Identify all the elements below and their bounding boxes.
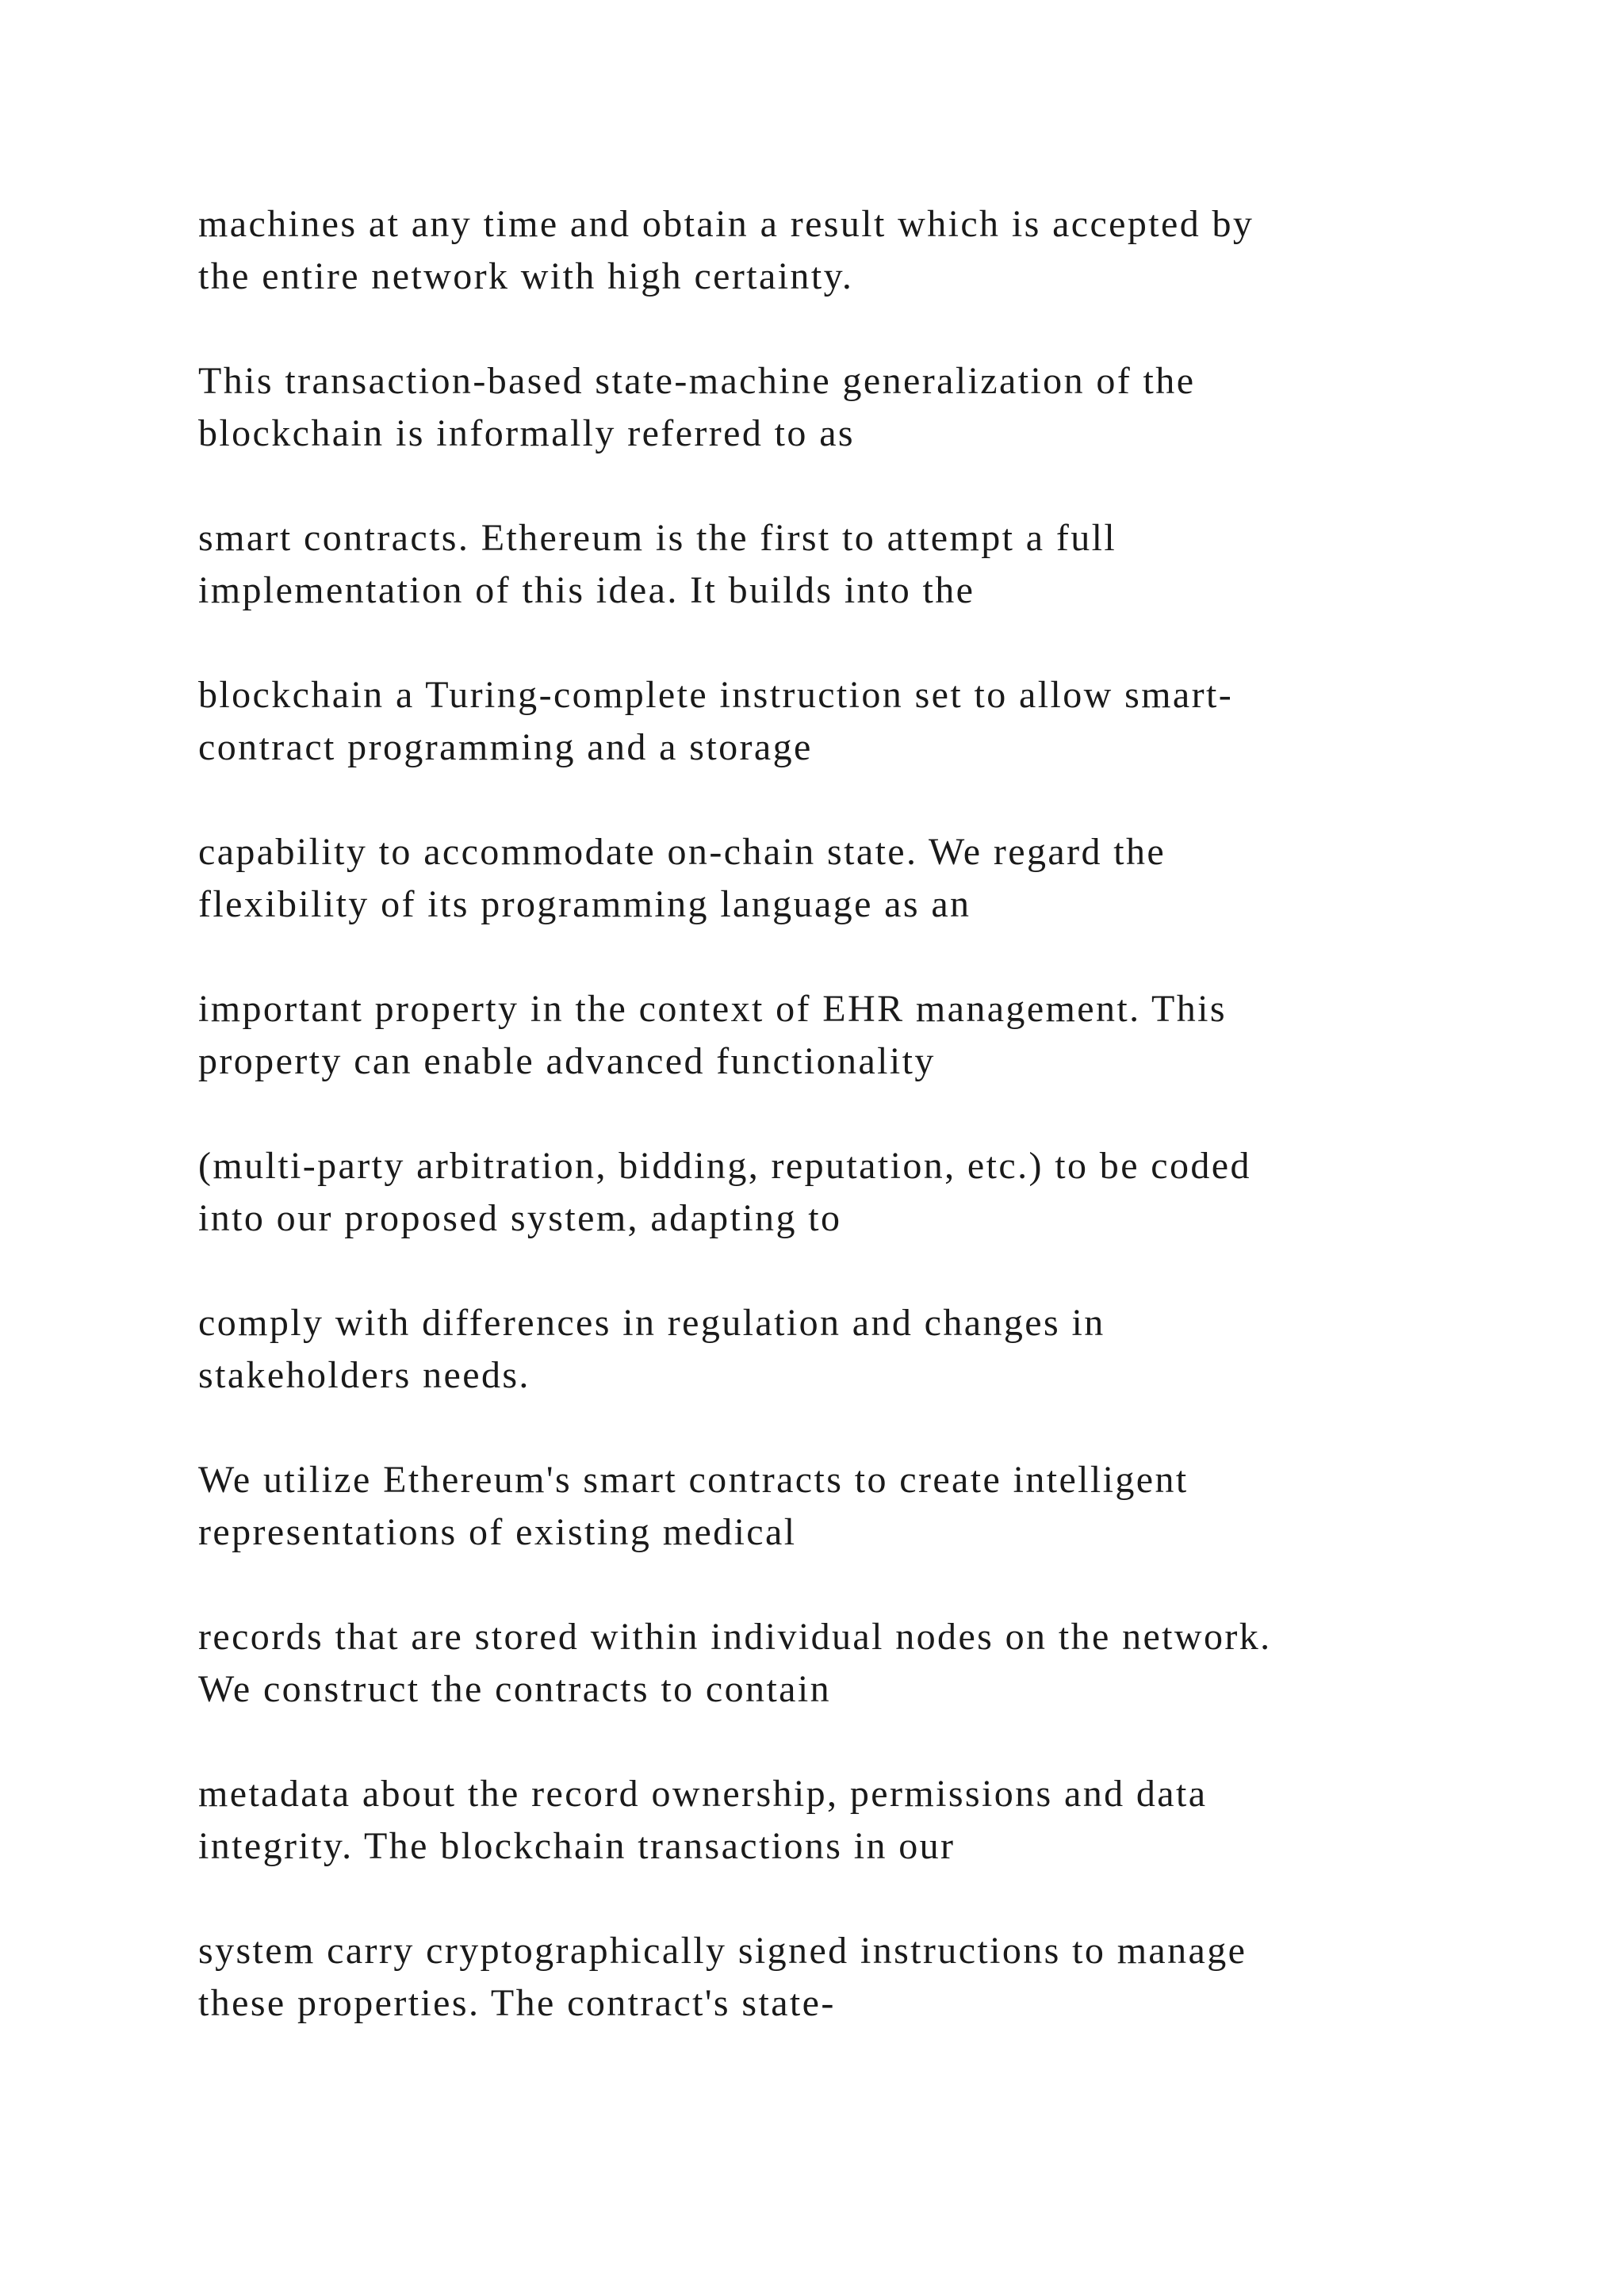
paragraph-9 xyxy=(198,1454,1467,1559)
text-line: important property in the context of EHR management. This xyxy=(198,988,1227,1030)
paragraph-5 xyxy=(198,826,1467,931)
paragraph-4 xyxy=(198,669,1467,774)
text-line: system carry cryptographically signed instructions to manage xyxy=(198,1930,1247,1972)
text-line: implementation of this idea. It builds into the xyxy=(198,569,975,611)
text-line: contract programming and a storage xyxy=(198,726,813,768)
text-line: the entire network with high certainty. xyxy=(198,255,854,297)
paragraph-12 xyxy=(198,1925,1467,2030)
text-line: records that are stored within individual nodes on the network. xyxy=(198,1616,1272,1658)
text-line: smart contracts. Ethereum is the first to attempt a full xyxy=(198,517,1117,559)
text-line: into our proposed system, adapting to xyxy=(198,1197,842,1239)
text-line: We utilize Ethereum's smart contracts to create intelligent xyxy=(198,1459,1189,1501)
paragraph-10 xyxy=(198,1611,1467,1716)
text-line: integrity. The blockchain transactions in our xyxy=(198,1825,956,1867)
text-line: machines at any time and obtain a result which is accepted by xyxy=(198,203,1254,245)
paragraph-11 xyxy=(198,1768,1467,1873)
text-line: property can enable advanced functionality xyxy=(198,1040,936,1082)
document-body xyxy=(198,198,1467,2082)
text-line: This transaction-based state-machine generalization of the xyxy=(198,360,1196,402)
text-line: flexibility of its programming language as an xyxy=(198,883,971,925)
text-line: We construct the contracts to contain xyxy=(198,1668,832,1710)
paragraph-8 xyxy=(198,1297,1467,1402)
text-line: metadata about the record ownership, permissions and data xyxy=(198,1773,1208,1815)
text-line: representations of existing medical xyxy=(198,1511,797,1553)
text-line: comply with differences in regulation and changes in xyxy=(198,1302,1105,1344)
text-line: blockchain a Turing-complete instruction set to allow smart- xyxy=(198,674,1234,716)
paragraph-3 xyxy=(198,512,1467,617)
paragraph-6 xyxy=(198,983,1467,1088)
paragraph-1 xyxy=(198,198,1467,303)
text-line: (multi-party arbitration, bidding, reputation, etc.) to be coded xyxy=(198,1145,1251,1187)
text-line: capability to accommodate on-chain state. We regard the xyxy=(198,831,1166,873)
text-line: these properties. The contract's state- xyxy=(198,1982,836,2024)
text-line: stakeholders needs. xyxy=(198,1354,530,1396)
paragraph-2 xyxy=(198,355,1467,460)
paragraph-7 xyxy=(198,1140,1467,1245)
text-line: blockchain is informally referred to as xyxy=(198,412,855,454)
